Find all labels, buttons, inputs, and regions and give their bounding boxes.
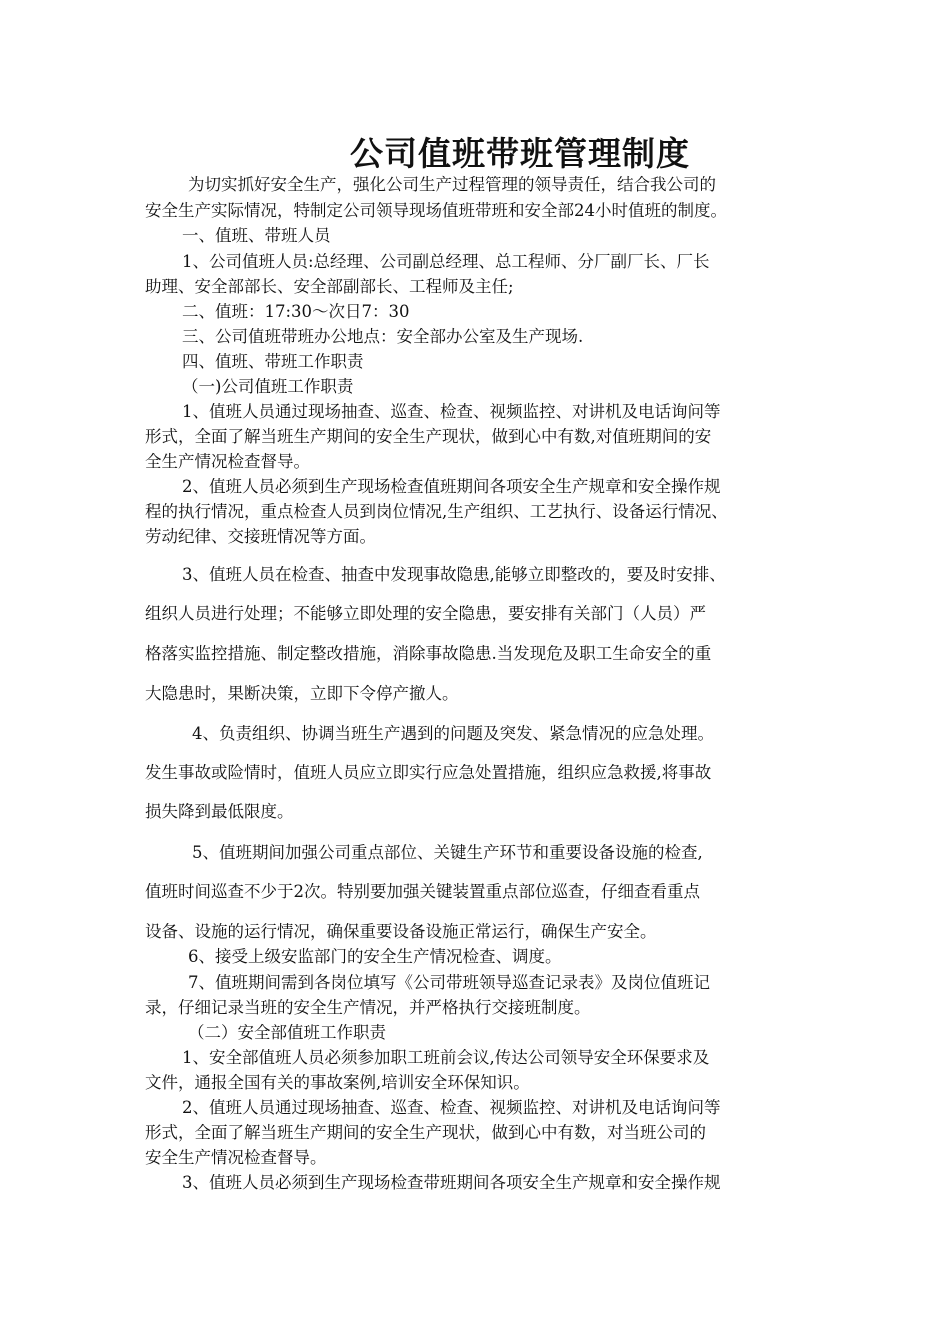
- paragraph-line: 形式，全面了解当班生产期间的安全生产现状，做到心中有数，对当班公司的: [145, 1123, 706, 1142]
- paragraph-line: 3、值班人员必须到生产现场检查带班期间各项安全生产规章和安全操作规: [182, 1173, 721, 1192]
- paragraph-line: 文件，通报全国有关的事故案例,培训安全环保知识。: [145, 1073, 530, 1092]
- paragraph-line: 1、公司值班人员:总经理、公司副总经理、总工程师、分厂副厂长、厂长: [182, 252, 710, 271]
- paragraph-line: 安全生产情况检查督导。: [145, 1148, 327, 1167]
- paragraph-line: 设备、设施的运行情况，确保重要设备设施正常运行，确保生产安全。: [145, 922, 657, 941]
- paragraph-line: 发生事故或险情时，值班人员应立即实行应急处置措施，组织应急救援,将事故: [145, 763, 712, 782]
- paragraph-line: 7、值班期间需到各岗位填写《公司带班领导巡查记录表》及岗位值班记: [188, 973, 710, 992]
- paragraph-line: 形式，全面了解当班生产期间的安全生产现状，做到心中有数,对值班期间的安: [145, 427, 712, 446]
- section-heading: 三、公司值班带班办公地点：安全部办公室及生产现场.: [182, 327, 584, 346]
- paragraph-line: 大隐患时，果断决策，立即下令停产撤人。: [145, 684, 459, 703]
- section-heading: 二、值班：17:30～次日7：30: [182, 302, 410, 321]
- paragraph-line: 劳动纪律、交接班情况等方面。: [145, 527, 376, 546]
- paragraph-line: 安全生产实际情况，特制定公司领导现场值班带班和安全部24小时值班的制度。: [145, 201, 727, 220]
- subsection-heading: （一)公司值班工作职责: [182, 377, 354, 396]
- document-title: 公司值班带班管理制度: [350, 134, 690, 173]
- paragraph-line: 6、接受上级安监部门的安全生产情况检查、调度。: [188, 947, 562, 966]
- paragraph-line: 组织人员进行处理；不能够立即处理的安全隐患，要安排有关部门（人员）严: [145, 604, 706, 623]
- section-heading: 四、值班、带班工作职责: [182, 352, 364, 371]
- paragraph-line: 3、值班人员在检查、抽查中发现事故隐患,能够立即整改的，要及时安排、: [182, 565, 726, 584]
- paragraph-line: 值班时间巡查不少于2次。特别要加强关键装置重点部位巡查，仔细查看重点: [145, 882, 700, 901]
- section-heading: 一、值班、带班人员: [182, 226, 331, 245]
- paragraph-line: 2、值班人员通过现场抽查、巡查、检查、视频监控、对讲机及电话询问等: [182, 1098, 721, 1117]
- paragraph-line: 全生产情况检查督导。: [145, 452, 310, 471]
- paragraph-line: 5、值班期间加强公司重点部位、关键生产环节和重要设备设施的检查,: [192, 843, 703, 862]
- paragraph-line: 为切实抓好安全生产，强化公司生产过程管理的领导责任，结合我公司的: [188, 175, 716, 194]
- paragraph-line: 格落实监控措施、制定整改措施，消除事故隐患.当发现危及职工生命安全的重: [145, 644, 712, 663]
- subsection-heading: （二）安全部值班工作职责: [188, 1023, 386, 1042]
- paragraph-line: 1、安全部值班人员必须参加职工班前会议,传达公司领导安全环保要求及: [182, 1048, 710, 1067]
- paragraph-line: 损失降到最低限度。: [145, 802, 294, 821]
- paragraph-line: 2、值班人员必须到生产现场检查值班期间各项安全生产规章和安全操作规: [182, 477, 721, 496]
- paragraph-line: 1、值班人员通过现场抽查、巡查、检查、视频监控、对讲机及电话询问等: [182, 402, 721, 421]
- paragraph-line: 录，仔细记录当班的安全生产情况，并严格执行交接班制度。: [145, 998, 591, 1017]
- paragraph-line: 助理、安全部部长、安全部副部长、工程师及主任;: [145, 277, 514, 296]
- paragraph-line: 程的执行情况，重点检查人员到岗位情况,生产组织、工艺执行、设备运行情况、: [145, 502, 728, 521]
- paragraph-line: 4、负责组织、协调当班生产遇到的问题及突发、紧急情况的应急处理。: [192, 724, 714, 743]
